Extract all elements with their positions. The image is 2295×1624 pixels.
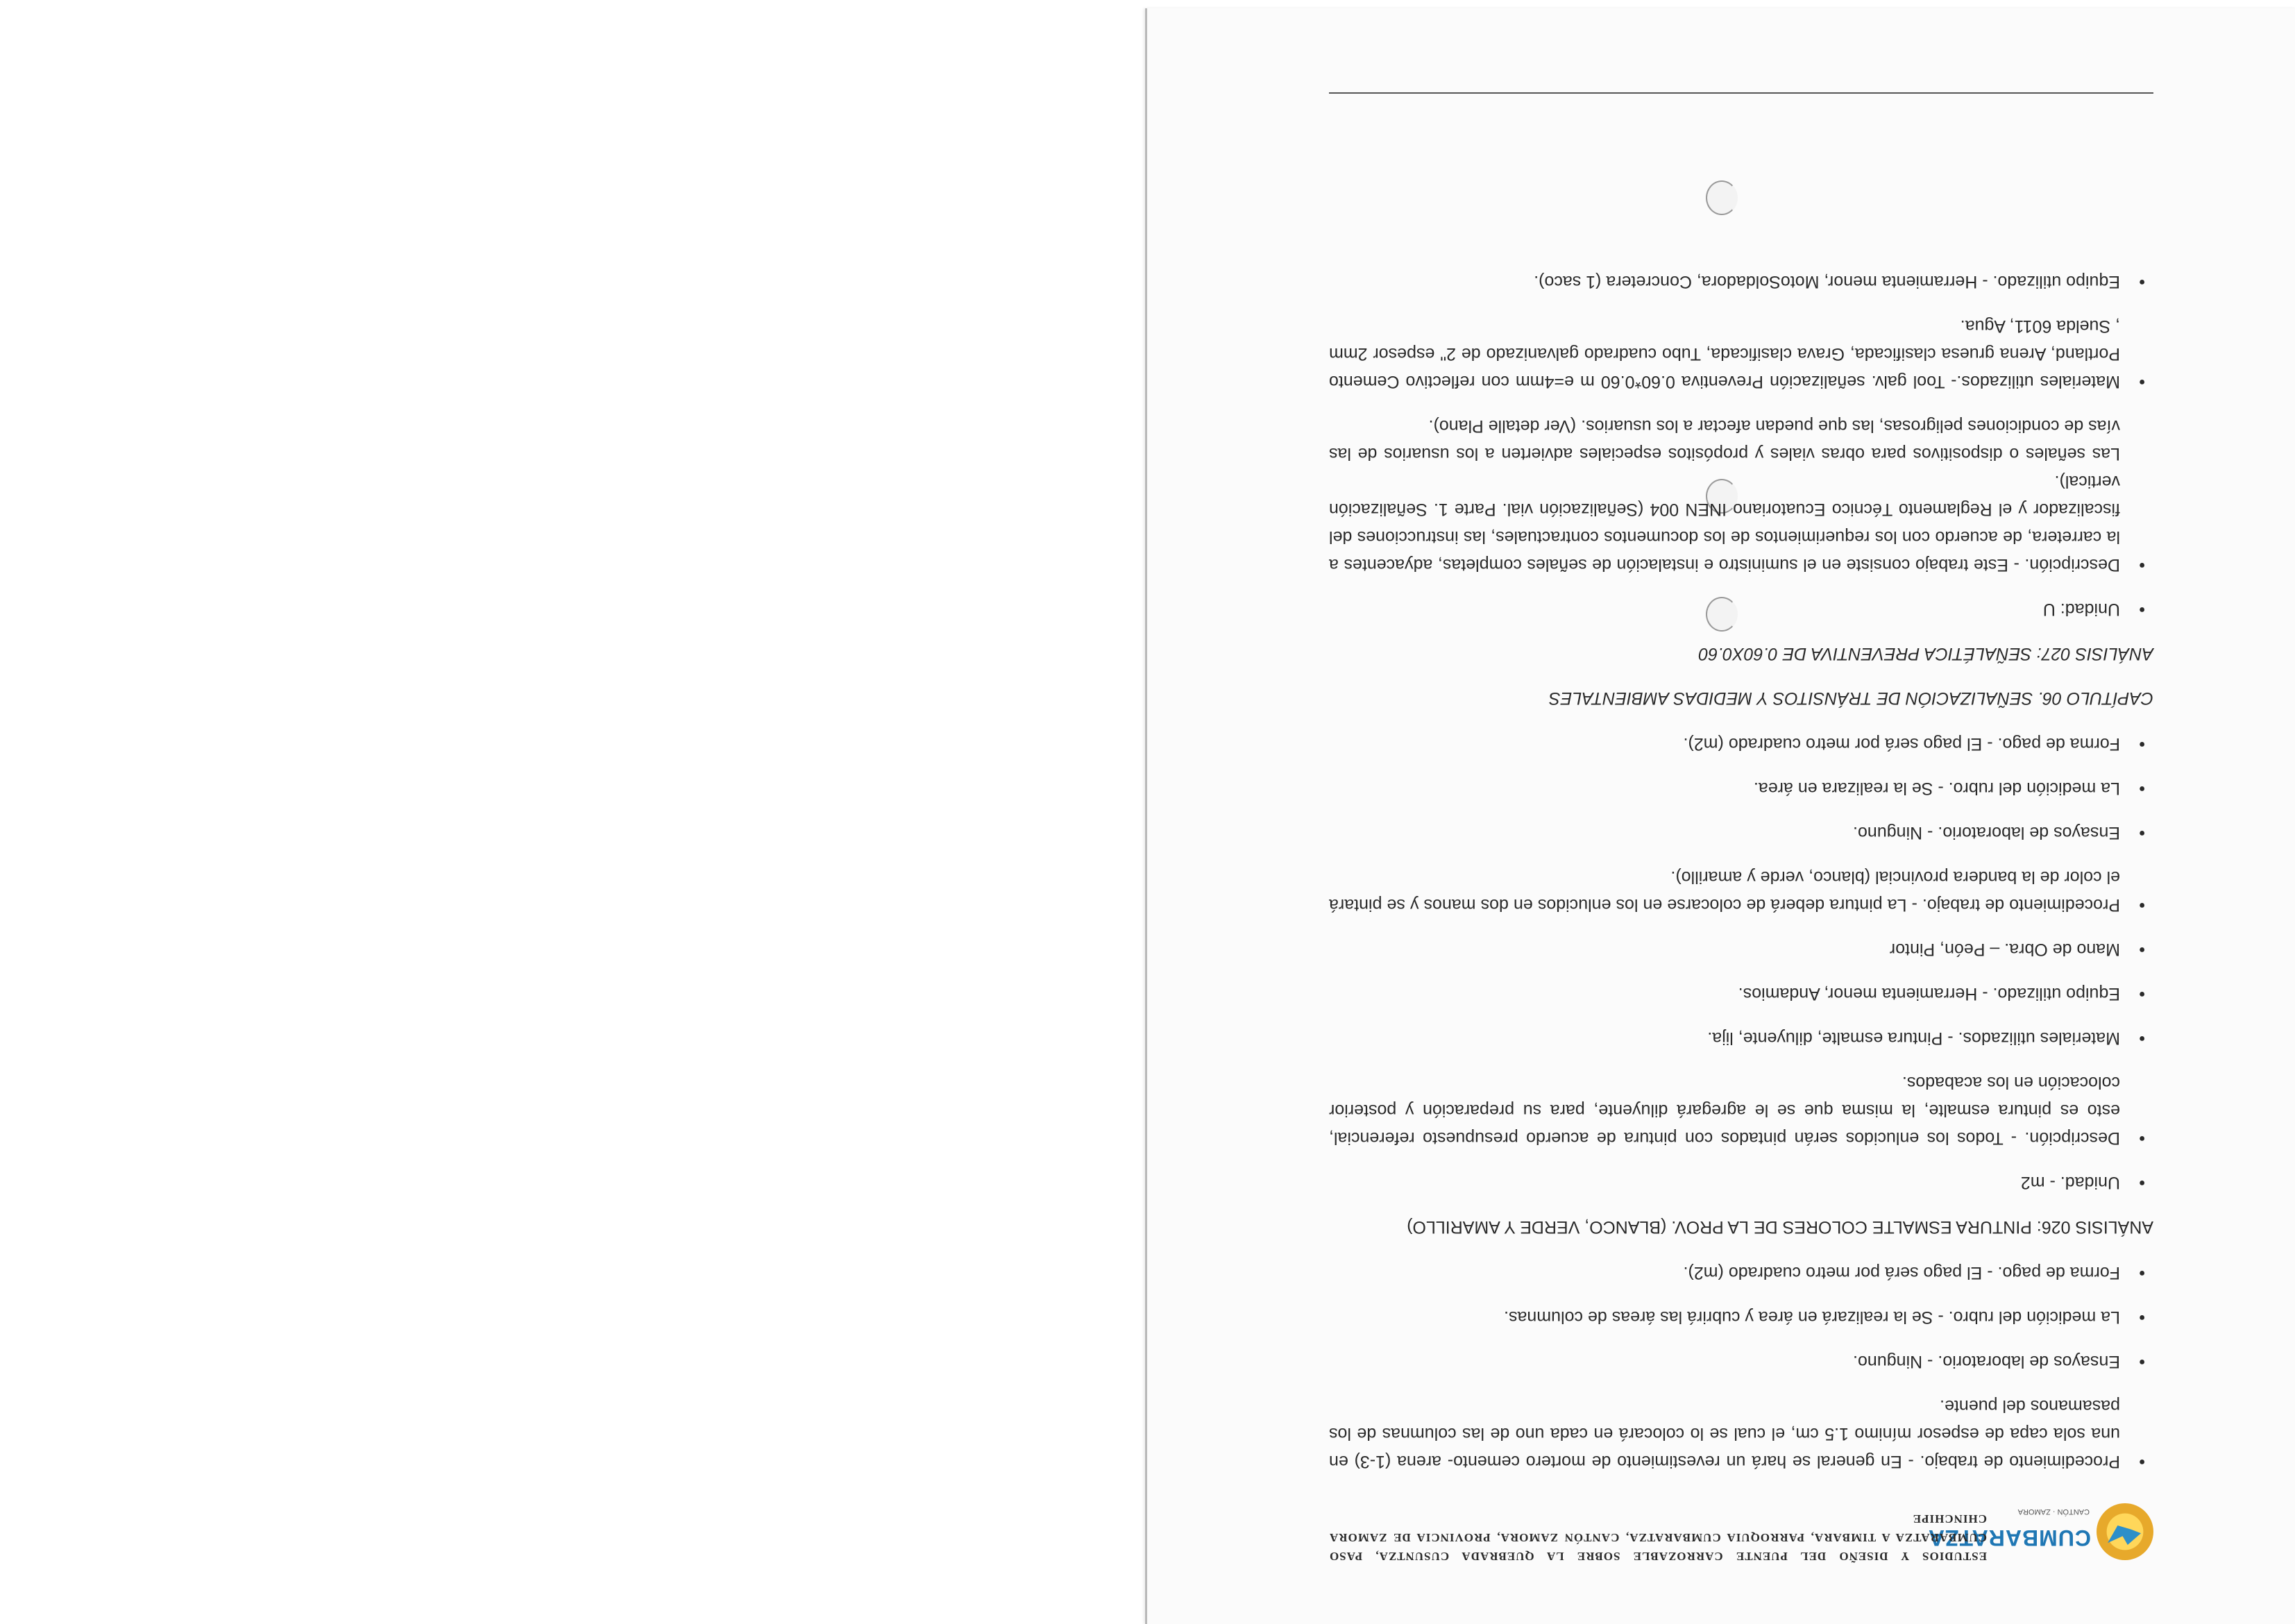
list-item: • Forma de pago. - El pago será por metro cuadrado (m2). <box>1329 730 2153 758</box>
list-item: • Ensayos de laboratorio. - Ninguno. <box>1329 1348 2153 1376</box>
chapter-06-heading: CAPÍTULO 06. SEÑALIZACIÓN DE TRÁNSITOS Y MEDIDAS AMBIENTALES <box>1548 688 2153 708</box>
list-item: • Descripción. - Todos los enlucidos serán pintados con pintura de acuerdo presupuesto referencial, esto es pintura esmalte, la misma que se le agregará diluyente, para su preparación y posterior colocación en los acabados. <box>1329 1069 2153 1152</box>
list-item: • Equipo utilizado. - Herramienta menor, MotoSoldadora, Concretera (1 saco). <box>1329 268 2153 296</box>
analysis-027-list <box>1329 268 2153 623</box>
punch-hole-lower <box>1706 180 1738 215</box>
logo-subtext: CANTÓN · ZAMORA <box>2017 1507 2090 1516</box>
list-item: • Forma de pago. - El pago será por metro cuadrado (m2). <box>1329 1259 2153 1287</box>
section1-list <box>1329 1259 2153 1475</box>
list-item: • Procedimiento de trabajo. - La pintura deberá de colocarse en los enlucidos en dos manos y se pintará el color de la bandera provincial (blanco, verde y amarillo). <box>1329 863 2153 919</box>
list-item: • Descripción. - Este trabajo consiste en el suministro e instalación de señales completas, adyacentes a la carretera, de acuerdo con los requerimientos de los documentos contractuales, las instrucciones del fiscalizador y el Reglamento Técnico Ecuatoriano INEN 004 (Señalización vial. Parte 1. Señalización vertical). Las señales o dispositivos para obras viales y propósitos especiales advierten a los usuarios de las vías de condiciones peligrosas, las que puedan afectar a los usuarios. (Ver detalle Plano). <box>1329 412 2153 579</box>
scanned-page <box>1145 8 2295 1624</box>
list-item: • Mano de Obra. – Peón, Pintor <box>1329 936 2153 963</box>
list-item: • La medición del rubro. - Se la realizará en área y cubrirá las áreas de columnas. <box>1329 1303 2153 1331</box>
left-blank-page <box>0 0 1145 1624</box>
page-header <box>1329 1489 2153 1566</box>
logo-text: CUMBARATZA <box>1927 1525 2091 1550</box>
list-item: • Ensayos de laboratorio. - Ninguno. <box>1329 819 2153 847</box>
project-title: ESTUDIOS Y DISEÑO DEL PUENTE CARROZABLE SOBRE LA QUEBRADA CUSUNTZA, PASO CUMBARATZA A TIMBARA, PARROQUIA CUMBARATZA, CANTÓN ZAMORA, PROVINCIA DE ZAMORA CHINCHIPE <box>1329 1512 1987 1563</box>
page-body <box>1329 250 2153 1566</box>
list-item: • Procedimiento de trabajo. - En general se hará un revestimiento de mortero cemento- arena (1-3) en una sola capa de espesor mínimo 1.5 cm, el cual se lo colocará en cada uno de las columnas de los pasamanos del puente. <box>1329 1392 2153 1475</box>
list-item: • Materiales utilizados. - Pintura esmalte, diluyente, lija. <box>1329 1024 2153 1052</box>
analysis-026-list <box>1329 730 2153 1196</box>
list-item: • Equipo utilizado. - Herramienta menor, Andamios. <box>1329 980 2153 1008</box>
list-item: • La medición del rubro. - Se la realizara en área. <box>1329 775 2153 802</box>
rotated-page-content <box>1147 8 2295 1624</box>
list-item: • Materiales utilizados.- Tool galv. señalización Preventiva 0.60*0.60 m e=4mm con reflectivo Cemento Portland, Arena gruesa clasificada, Grava clasificada, Tubo cuadrado galvanizado de 2" espesor 2mm , Suelda 6011, Agua. <box>1329 312 2153 396</box>
list-item: • Unidad. - m2 <box>1329 1169 2153 1196</box>
analysis-027-heading: ANÁLISIS 027: SEÑALÉTICA PREVENTIVA DE 0.60X0.60 <box>1698 644 2153 663</box>
cumbaratza-logo <box>1927 1489 2153 1566</box>
analysis-026-heading: ANÁLISIS 026: PINTURA ESMALTE COLORES DE LA PROV. (BLANCO, VERDE Y AMARILLO) <box>1407 1217 2153 1237</box>
footer-rule <box>1329 92 2153 94</box>
list-item: • Unidad: U <box>1329 595 2153 623</box>
